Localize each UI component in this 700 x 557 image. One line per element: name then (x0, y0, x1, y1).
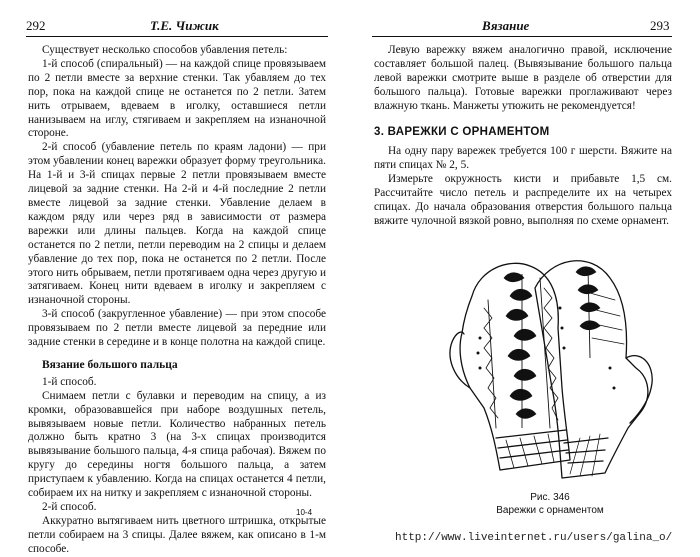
mittens-illustration (440, 238, 660, 500)
running-head-left: Т.Е. Чижик (150, 18, 219, 33)
back-mitten-cuff (564, 438, 608, 463)
paragraph: Существует несколько способов убавления петель: (42, 44, 288, 56)
left-page (0, 0, 350, 555)
right-page-text (374, 44, 672, 229)
leaf-ornament (504, 267, 600, 419)
paragraph: Снимаем петли с булавки и переводим на спицу, а из кромки, образовавшейся при наборе воздушных петель, вывязываем новые петли. Количество набранных петель должно быть кратно 3 (на 3-х спицах производится вывязывание большого пальца, 4-я спица рабочая). Вяжем по кругу до середины ногтя большого пальца, а затем приступаем к убавлению. Когда на спицах останется 4 петли, собираем их на нитку и закрепляем с изнаночной стороны. (28, 389, 326, 500)
signature-mark: 10-4 (296, 508, 313, 517)
paragraph: 3-й способ (закругленное убавление) — при этом способе провязываем по 2 петли вместе лицевой за передние или задние стенки в середине и в конце полотна на каждой спице. (28, 308, 326, 349)
paragraph: Аккуратно вытягиваем нить цветного штришка, открытые петли собираем на 3 спицы. Далее вяжем, как описано в 1-м способе. (28, 514, 326, 555)
section-heading: 3. ВАРЕЖКИ С ОРНАМЕНТОМ (374, 125, 550, 138)
running-head-right: Вязание (482, 18, 530, 33)
paragraph: На одну пару варежек требуется 100 г шерсти. Вяжите на пяти спицах № 2, 5. (374, 145, 672, 172)
right-page (350, 0, 700, 551)
subheading: Вязание большого пальца (42, 358, 178, 371)
figure-caption (450, 492, 650, 517)
page-number-right: 293 (650, 18, 670, 33)
header-rule-left (26, 36, 328, 37)
left-page-text (28, 44, 326, 557)
watermark-url: http://www.liveinternet.ru/users/galina_o/ (395, 532, 673, 544)
paragraph: 2-й способ. (42, 501, 97, 513)
page-number-left: 292 (26, 18, 46, 33)
paragraph: Измерьте окружность кисти и прибавьте 1,5 см. Рассчитайте число петель и распределите их на четырех спицах. До начала образования отверстия большого пальца вяжите чулочной вязкой ровно, выполняя по схеме орнамент. (374, 173, 672, 227)
figure-number: Рис. 346 (530, 492, 570, 503)
header-rule-right (372, 36, 672, 37)
figure-title: Варежки с орнаментом (496, 504, 604, 516)
paragraph: Левую варежку вяжем аналогично правой, исключение составляет большой палец. (Вывязывание большого пальца левой варежки смотрите выше в разделе об отверстии для большого пальца). Готовые варежки проглаживают через влажную ткань. Манжеты утюжить не рекомендуется! (374, 44, 672, 112)
paragraph: 1-й способ (спиральный) — на каждой спице провязываем по 2 петли вместе за верхние стенки. Так убавляем до тех пор, пока на каждой спице не останется по 2 петли. Затем нить отрываем, вдеваем в иголку, оставшиеся петли нанизываем на иглу, стягиваем и закрепляем на изнаночной стороне. (28, 57, 326, 140)
paragraph: 2-й способ (убавление петель по краям ладони) — при этом убавлении конец варежки образует форму треугольника. На 1-й и 3-й спицах первые 2 петли провязываем вместе лицевой за задние стенки. На 2-й и 4-й последние 2 петли вместе лицевой за задние стенки. Убавление делаем в каждом ряду или через ряд в зависимости от размера варежки или длины пальцев. Когда на каждой спице останется по 2 петли, петли переводим на 2 спицы и делаем убавление до тех пор, пока не останется по 2 петли. После этого нить обрываем, петли протягиваем одна через другую и затягиваем. Конец нити вдеваем в иголку и закрепляем с изнаночной стороны. (28, 141, 326, 307)
paragraph: 1-й способ. (42, 375, 97, 388)
